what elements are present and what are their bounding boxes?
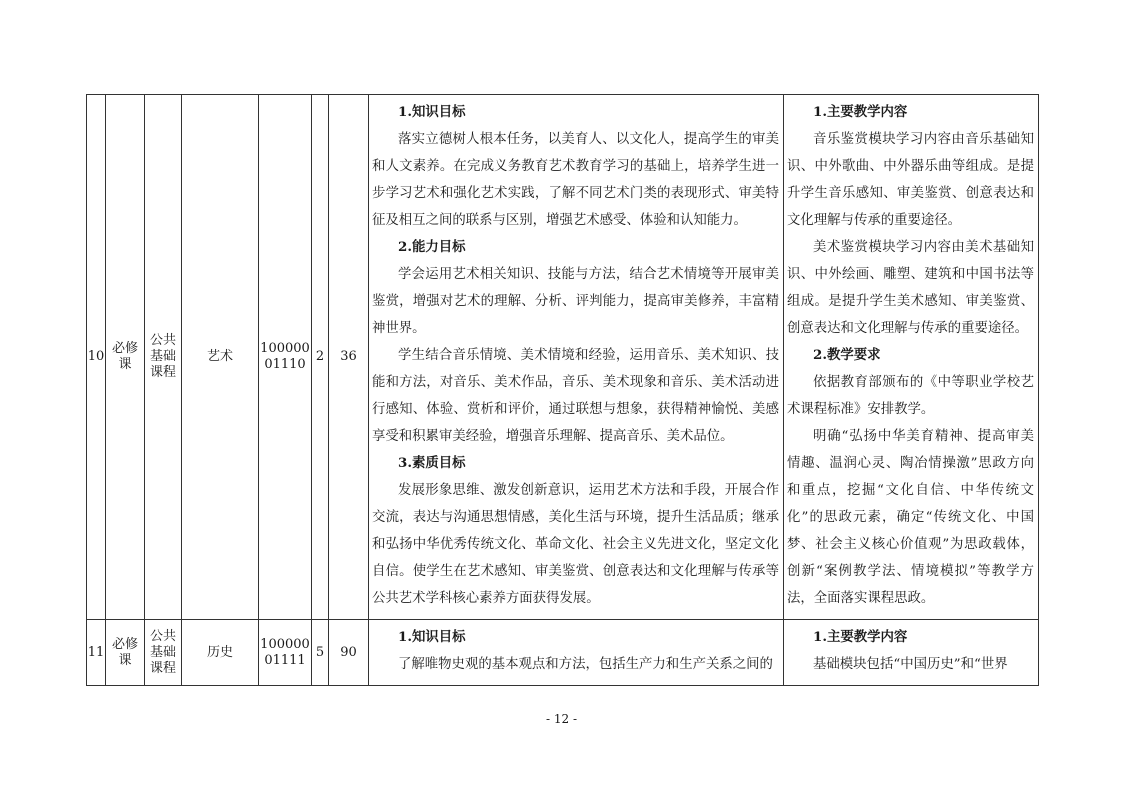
course-name: 历史: [182, 620, 259, 686]
table-row: [87, 95, 1039, 620]
paragraph: 发展形象思维、激发创新意识，运用艺术方法和手段，开展合作交流，表达与沟通思想情感，美化生活与环境，提升生活品质；继承和弘扬中华优秀传统文化、革命文化、社会主义先进文化，坚定文化自信。使学生在艺术感知、审美鉴赏、创意表达和文化理解与传承等公共艺术学科核心素养方面获得发展。: [372, 483, 779, 606]
row-number: 11: [87, 620, 106, 686]
course-type: 必修课: [106, 620, 145, 686]
course-objectives: [369, 95, 784, 620]
row-number: 10: [87, 95, 106, 620]
course-type: 必修课: [106, 95, 145, 620]
table-row: [87, 620, 1039, 686]
paragraph: 美术鉴赏模块学习内容由美术基础知识、中外绘画、雕塑、建筑和中国书法等组成。是提升学生美术感知、审美鉴赏、创意表达和文化理解与传承的重要途径。: [787, 240, 1034, 336]
section-heading: 3.素质目标: [398, 455, 466, 471]
page-number: - 12 -: [545, 712, 577, 726]
section-heading: 1.主要教学内容: [813, 629, 908, 645]
course-table: [86, 94, 1039, 686]
section-heading: 1.知识目标: [398, 104, 466, 120]
paragraph: 学会运用艺术相关知识、技能与方法，结合艺术情境等开展审美鉴赏，增强对艺术的理解、分析、评判能力，提高审美修养，丰富精神世界。: [372, 267, 779, 336]
paragraph: 音乐鉴赏模块学习内容由音乐基础知识、中外歌曲、中外器乐曲等组成。是提升学生音乐感知、审美鉴赏、创意表达和文化理解与传承的重要途径。: [787, 132, 1034, 228]
course-contents: [784, 620, 1039, 686]
course-objectives: [369, 620, 784, 686]
course-credit: 2: [312, 95, 329, 620]
course-code: 10000001111: [259, 620, 312, 686]
paragraph: 学生结合音乐情境、美术情境和经验，运用音乐、美术知识、技能和方法，对音乐、美术作品，音乐、美术现象和音乐、美术活动进行感知、体验、赏析和评价，通过联想与想象，获得精神愉悦、美感享受和积累审美经验，增强音乐理解、提高音乐、美术品位。: [372, 348, 779, 444]
course-code: 10000001110: [259, 95, 312, 620]
paragraph: 依据教育部颁布的《中等职业学校艺术课程标准》安排教学。: [787, 375, 1034, 417]
course-credit: 5: [312, 620, 329, 686]
paragraph: 明确“弘扬中华美育精神、提高审美情趣、温润心灵、陶冶情操激”思政方向和重点，挖掘“文化自信、中华传统文化”的思政元素，确定“传统文化、中国梦、社会主义核心价值观”为思政载体，创新“案例教学法、情境模拟”等教学方法，全面落实课程思政。: [787, 429, 1034, 606]
paragraph: 落实立德树人根本任务，以美育人、以文化人，提高学生的审美和人文素养。在完成义务教育艺术教育学习的基础上，培养学生进一步学习艺术和强化艺术实践，了解不同艺术门类的表现形式、审美特征及相互之间的联系与区别，增强艺术感受、体验和认知能力。: [372, 132, 779, 228]
section-heading: 2.能力目标: [398, 239, 466, 255]
course-category: 公共基础课程: [145, 620, 182, 686]
course-contents: [784, 95, 1039, 620]
paragraph: 基础模块包括“中国历史”和“世界: [813, 657, 1008, 672]
course-hours: 36: [329, 95, 369, 620]
course-name: 艺术: [182, 95, 259, 620]
section-heading: 2.教学要求: [813, 347, 881, 363]
section-heading: 1.知识目标: [398, 629, 466, 645]
paragraph: 了解唯物史观的基本观点和方法，包括生产力和生产关系之间的: [398, 657, 773, 672]
section-heading: 1.主要教学内容: [813, 104, 908, 120]
course-category: 公共基础课程: [145, 95, 182, 620]
course-hours: 90: [329, 620, 369, 686]
